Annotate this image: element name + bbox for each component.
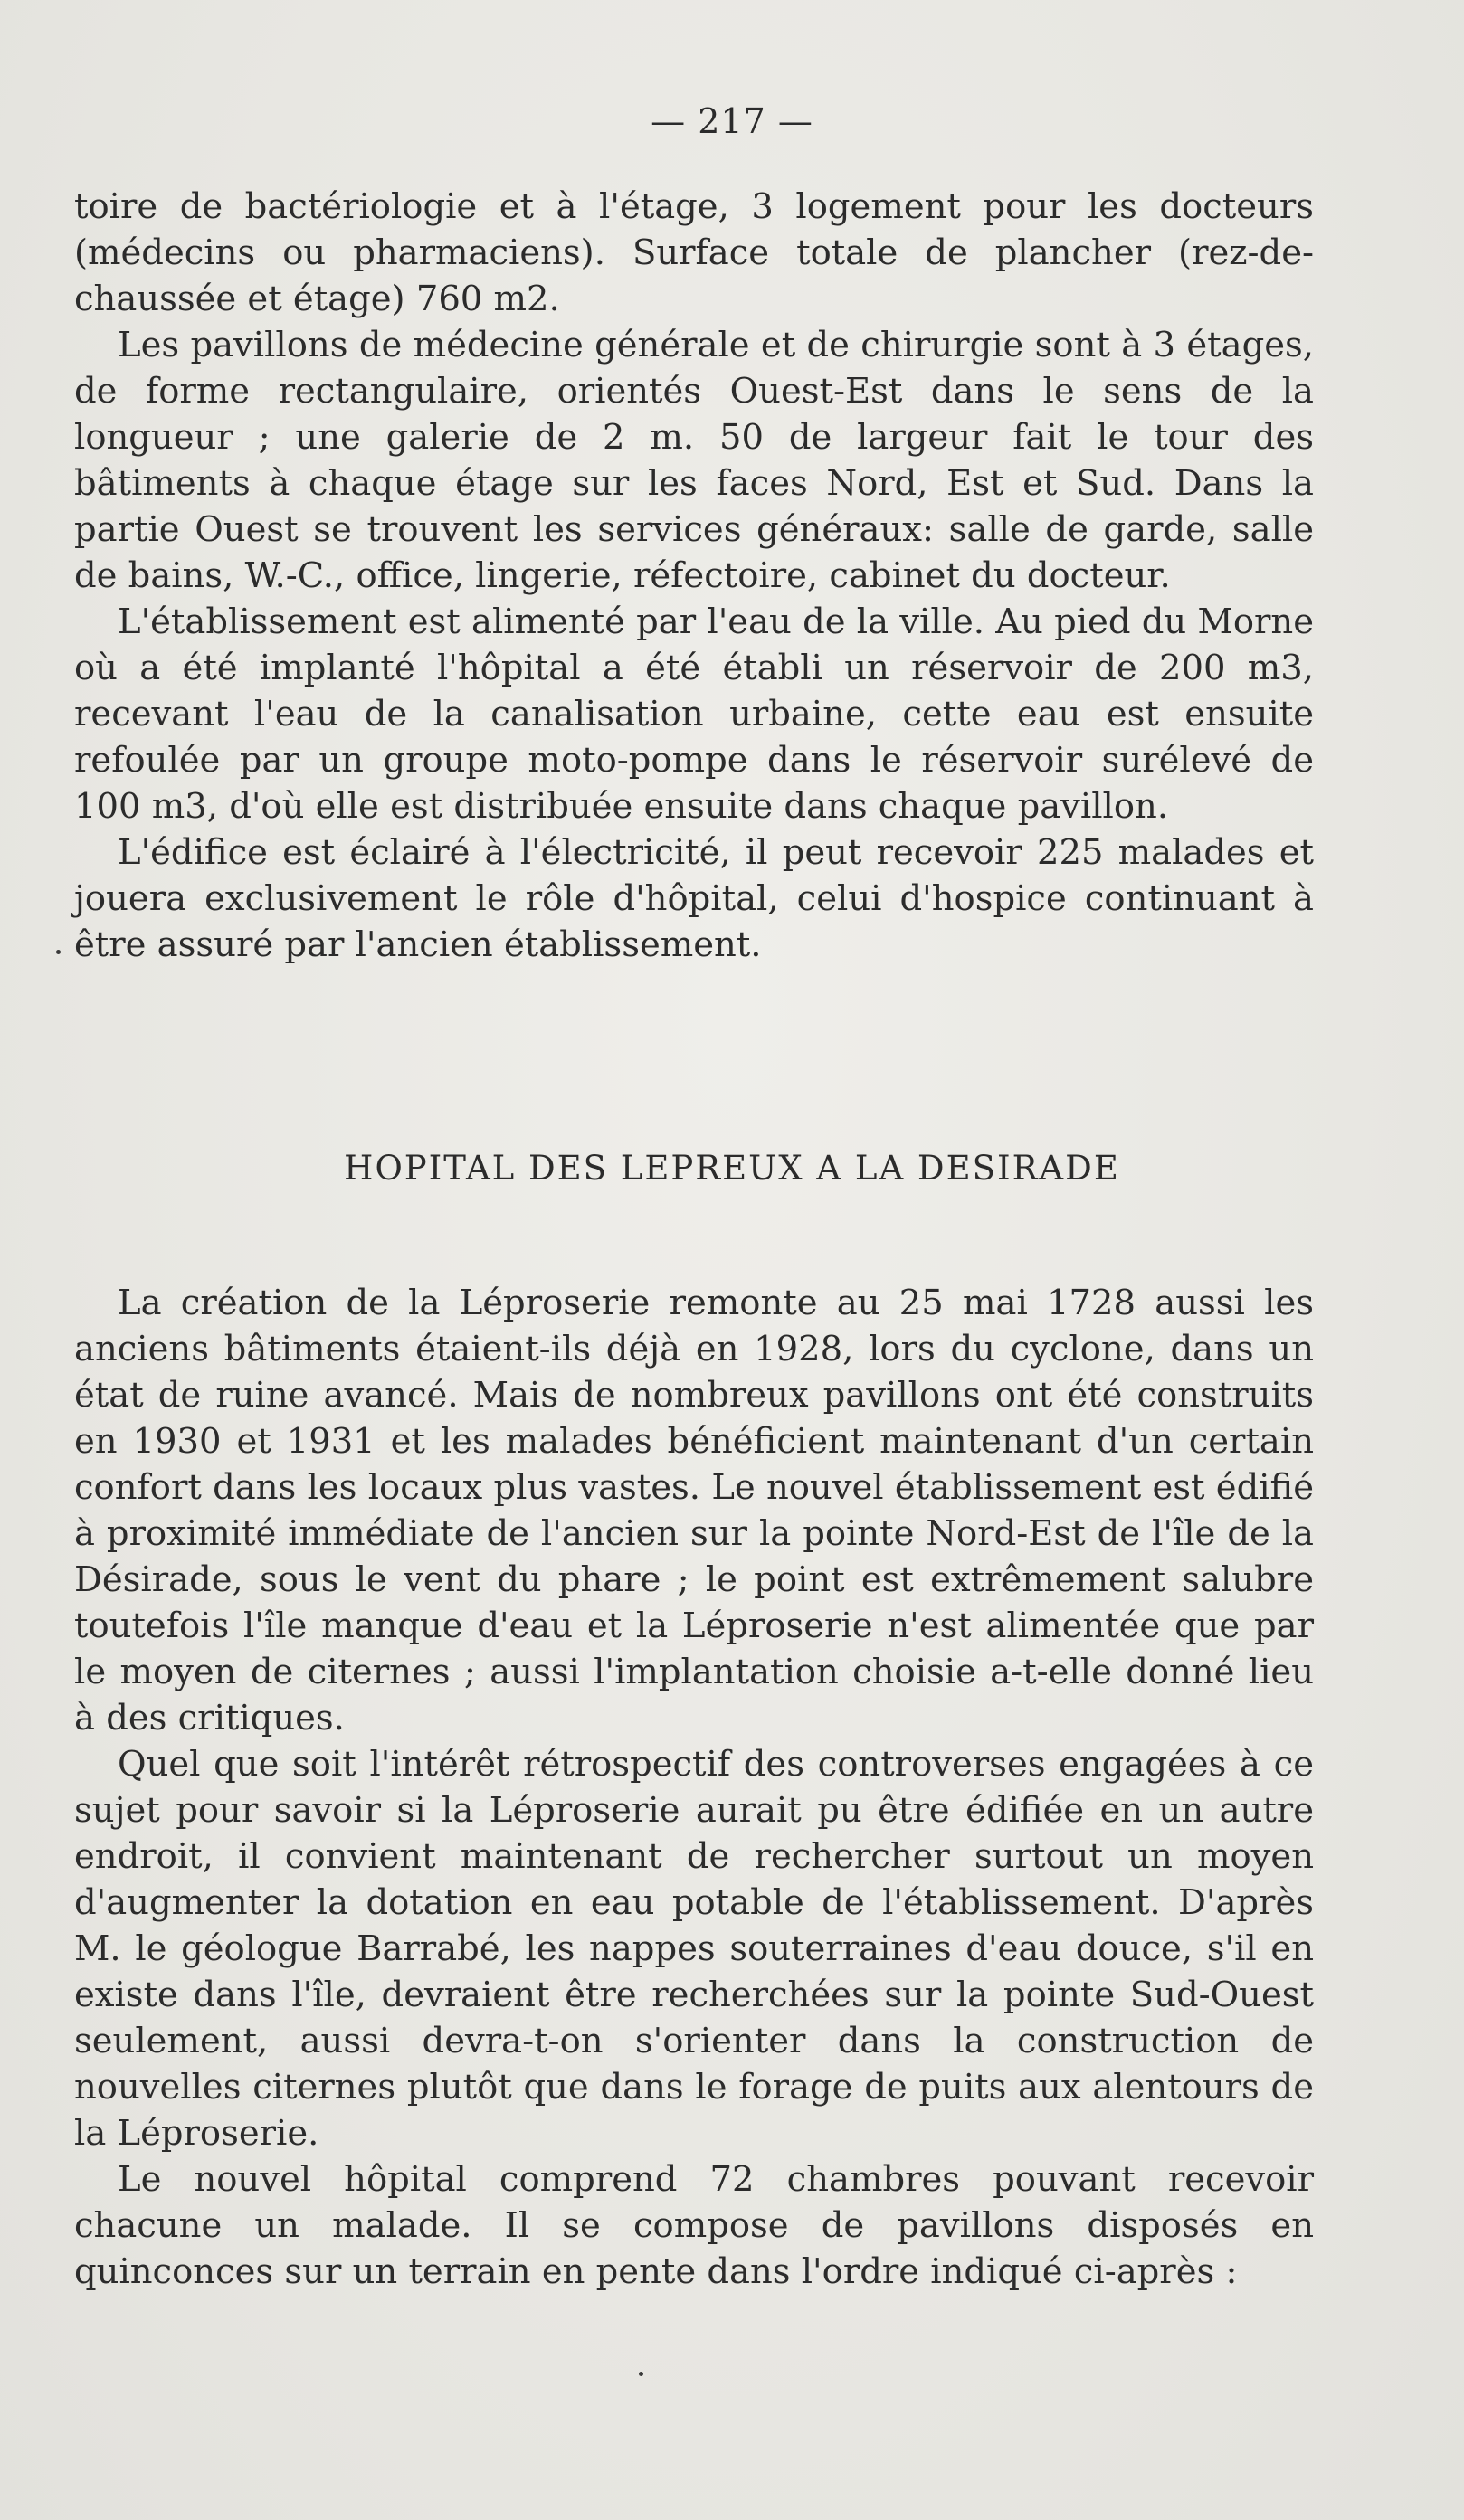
paragraph: L'édifice est éclairé à l'électricité, il peut recevoir 225 malades et jouera exclusivement le rôle d'hôpital, celui d'hospice continuant à être assuré par l'ancien établissement. [74, 832, 1314, 965]
intro-text [74, 184, 1314, 968]
section-text [74, 1280, 1314, 2295]
paragraph: toire de bactériologie et à l'étage, 3 logement pour les docteurs (médecins ou pharmaciens). Surface totale de plancher (rez-de-chaussée et étage) 760 m2. [74, 186, 1314, 319]
paragraph: La création de la Léproserie remonte au 25 mai 1728 aussi les anciens bâtiments étaient-ils déjà en 1928, lors du cyclone, dans un état de ruine avancé. Mais de nombreux pavillons ont été construits en 1930 et 1931 et les malades bénéficient maintenant d'un certain confort dans les locaux plus vastes. Le nouvel établissement est édifié à proximité immédiate de l'ancien sur la pointe Nord-Est de l'île de la Désirade, sous le vent du phare ; le point est extrêmement salubre toutefois l'île manque d'eau et la Léproserie n'est alimentée que par le moyen de citernes ; aussi l'implantation choisie a-t-elle donné lieu à des critiques. [74, 1283, 1314, 1738]
paragraph: Le nouvel hôpital comprend 72 chambres pouvant recevoir chacune un malade. Il se compose de pavillons disposés en quinconces sur un terrain en pente dans l'ordre indiqué ci-après : [74, 2159, 1314, 2292]
paragraph: L'établissement est alimenté par l'eau de la ville. Au pied du Morne où a été implanté l'hôpital a été établi un réservoir de 200 m3, recevant l'eau de la canalisation urbaine, cette eau est ensuite refoulée par un groupe moto-pompe dans le réservoir surélevé de 100 m3, d'où elle est distribuée ensuite dans chaque pavillon. [74, 602, 1314, 827]
paragraph: Quel que soit l'intérêt rétrospectif des controverses engagées à ce sujet pour savoir si la Léproserie aurait pu être édifiée en un autre endroit, il convient maintenant de rechercher surtout un moyen d'augmenter la dotation en eau potable de l'établissement. D'après M. le géologue Barrabé, les nappes souterraines d'eau douce, s'il en existe dans l'île, devraient être recherchées sur la pointe Sud-Ouest seulement, aussi devra-t-on s'orienter dans la construction de nouvelles citernes plutôt que dans le forage de puits aux alentours de la Léproserie. [74, 1744, 1314, 2154]
section-heading: HOPITAL DES LEPREUX A LA DESIRADE [344, 1149, 1120, 1188]
print-speck [56, 950, 61, 954]
print-speck [639, 2372, 643, 2376]
page-number: — 217 — [651, 101, 813, 141]
paragraph: Les pavillons de médecine générale et de chirurgie sont à 3 étages, de forme rectangulaire, orientés Ouest-Est dans le sens de la longueur ; une galerie de 2 m. 50 de largeur fait le tour des bâtiments à chaque étage sur les faces Nord, Est et Sud. Dans la partie Ouest se trouvent les services généraux: salle de garde, salle de bains, W.-C., office, lingerie, réfectoire, cabinet du docteur. [74, 325, 1314, 596]
